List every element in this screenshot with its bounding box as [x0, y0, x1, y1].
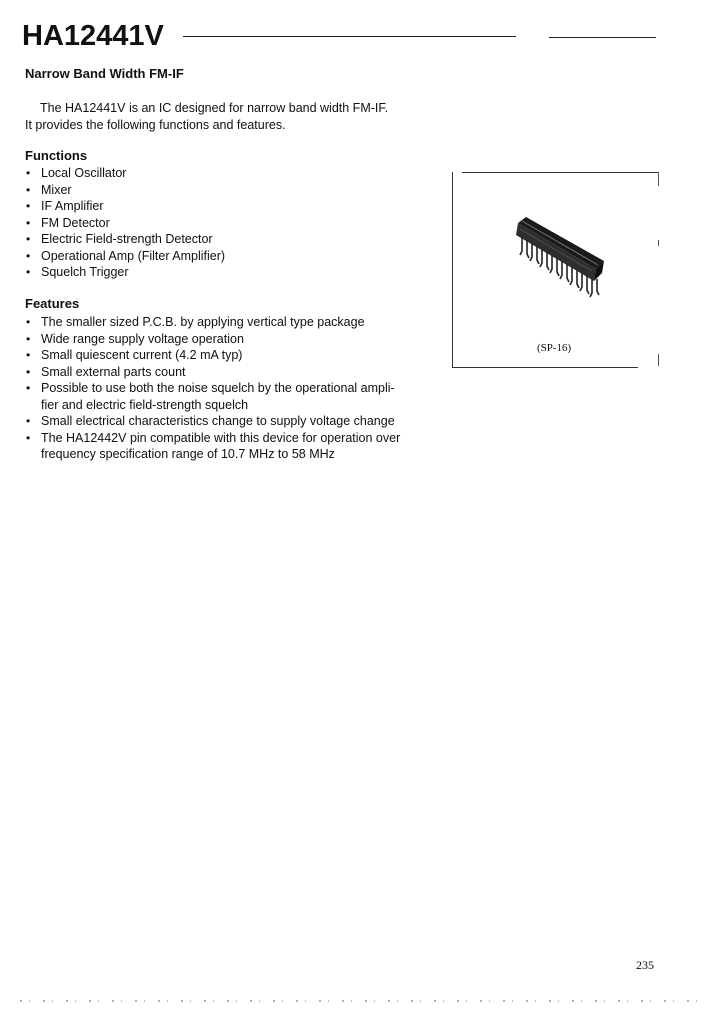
intro-line-1: The HA12441V is an IC designed for narrow band width FM-IF. — [40, 101, 389, 115]
list-item: • Small electrical characteristics change to supply voltage change — [26, 414, 395, 428]
bullet-icon: • — [26, 381, 31, 395]
bullet-icon: • — [26, 430, 31, 445]
intro-paragraph — [25, 100, 425, 134]
scan-artifact-line — [20, 1000, 700, 1002]
functions-heading: Functions — [25, 148, 88, 163]
sp16-package-image — [508, 215, 608, 305]
bullet-icon: • — [26, 331, 31, 346]
functions-list — [25, 165, 411, 281]
frame-right-tick-3 — [658, 354, 659, 366]
list-item: • Mixer — [26, 182, 72, 197]
bullet-icon: • — [26, 182, 31, 197]
bullet-icon: • — [26, 364, 31, 379]
frame-left-line — [452, 172, 453, 368]
part-number-title: HA12441V — [22, 20, 164, 52]
list-item: • Squelch Trigger — [26, 265, 129, 279]
frame-right-tick-2 — [658, 240, 659, 246]
features-heading: Features — [25, 296, 80, 311]
page-number: 235 — [636, 958, 654, 972]
header-rule — [183, 36, 516, 37]
bullet-icon: • — [26, 265, 31, 279]
header-rule-right — [549, 37, 656, 38]
list-item: • Small external parts count — [26, 364, 186, 379]
list-item: • The smaller sized P.C.B. by applying vertical type package — [26, 315, 365, 329]
frame-right-tick — [658, 172, 659, 186]
bullet-icon: • — [26, 166, 31, 180]
bullet-icon: • — [26, 215, 31, 230]
intro-line-2: It provides the following functions and features. — [25, 118, 286, 132]
bullet-icon: • — [26, 232, 31, 246]
list-item: • Electric Field-strength Detector — [26, 232, 213, 246]
bullet-icon: • — [26, 315, 31, 329]
list-item: • The HA12442V pin compatible with this device for operation over frequency specification range of 10.7 MHz to 58 MHz — [26, 430, 401, 461]
list-item: • Small quiescent current (4.2 mA typ) — [26, 348, 243, 362]
list-item: • Wide range supply voltage operation — [26, 331, 244, 346]
features-list — [25, 314, 421, 463]
list-item: • Possible to use both the noise squelch by the operational ampli-fier and electric field-strength squelch — [26, 381, 395, 412]
list-item: • Operational Amp (Filter Amplifier) — [26, 248, 226, 263]
frame-top-line — [462, 172, 659, 173]
bullet-icon: • — [26, 199, 31, 213]
bullet-icon: • — [26, 248, 31, 263]
list-item: • FM Detector — [26, 215, 110, 230]
package-caption: (SP-16) — [537, 342, 572, 354]
bullet-icon: • — [26, 414, 31, 428]
list-item: • IF Amplifier — [26, 199, 104, 213]
subtitle: Narrow Band Width FM-IF — [25, 66, 184, 81]
frame-bottom-line — [452, 367, 638, 368]
bullet-icon: • — [26, 348, 31, 362]
list-item: • Local Oscillator — [26, 166, 127, 180]
